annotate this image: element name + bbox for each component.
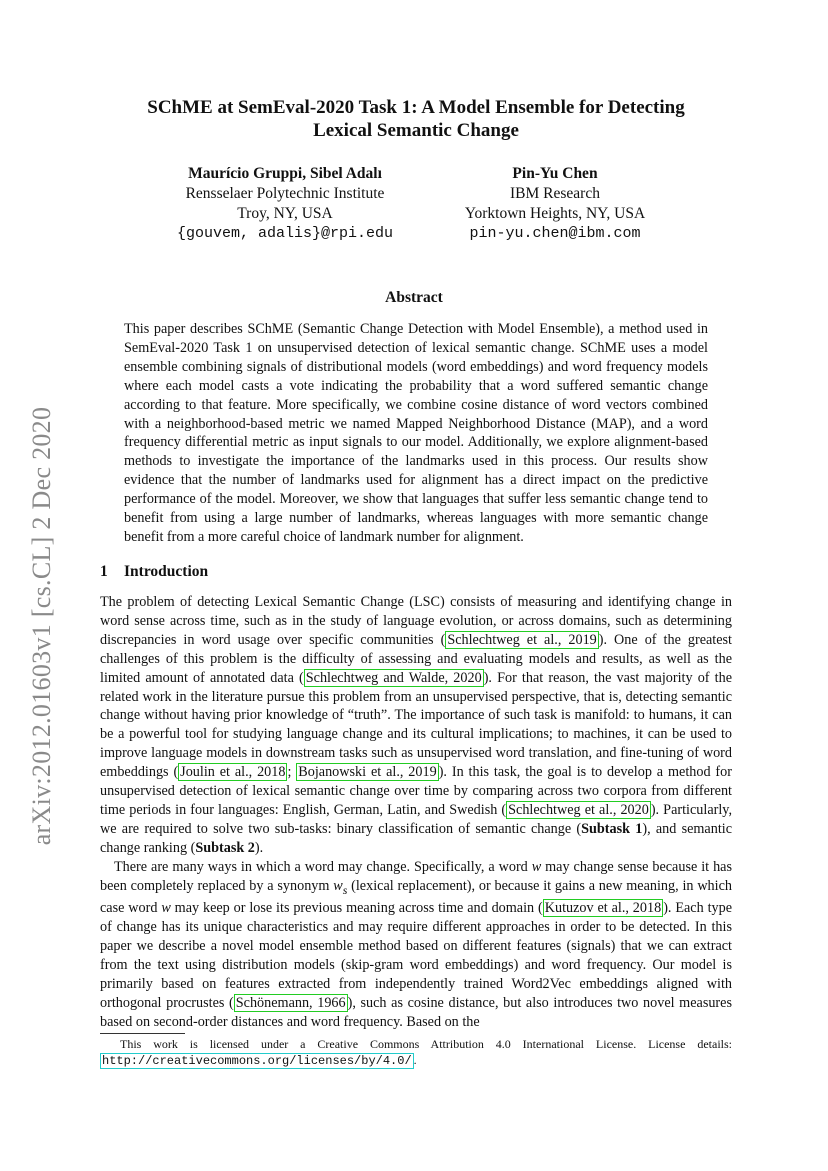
math-subscript: s bbox=[342, 882, 348, 897]
text-run: ), and semantic change ranking ( bbox=[100, 820, 732, 856]
math-symbol: w bbox=[161, 900, 171, 917]
bold-term: Subtask 2 bbox=[195, 839, 255, 856]
author-1-location: Troy, NY, USA bbox=[237, 205, 333, 222]
text-run: ). bbox=[254, 839, 264, 856]
citation-link[interactable]: Bojanowski et al., 2019 bbox=[298, 764, 437, 781]
text-run: ; bbox=[287, 764, 297, 781]
author-1-email: {gouvem, adalis}@rpi.edu bbox=[176, 225, 394, 242]
text-run: may keep or lose its previous meaning across time and domain ( bbox=[170, 900, 543, 917]
citation-link[interactable]: Joulin et al., 2018 bbox=[180, 764, 286, 781]
text-run: ). In this task, the goal is to develop a method for unsupervised detection of lexical semantic change over time by comparing across two corpora from different time periods in four languages: English, German, Latin, and Swedish ( bbox=[100, 764, 732, 818]
citation-link[interactable]: Kutuzov et al., 2018 bbox=[544, 900, 662, 917]
citation-link[interactable]: Schlechtweg et al., 2020 bbox=[508, 801, 649, 818]
paragraph-2 bbox=[100, 858, 732, 1032]
text-run: ). For that reason, the vast majority of the related work in the literature pursue this problem from an unsupervised perspective, that is, detecting semantic change without having prior knowledge of “truth”. The importance of such task is manifold: to humans, it can be a powerful tool for studying language change and its cultural implications; to machines, it can be used to improve language models in downstream tasks such as unsupervised word translation, and fine-tuning of word embeddings ( bbox=[100, 669, 732, 781]
arxiv-id-text: arXiv:2012.01603v1 [cs.CL] 2 Dec 2020 bbox=[27, 406, 56, 846]
author-1-name: Maurício Gruppi, Sibel Adalı bbox=[188, 165, 382, 182]
author-2-affiliation: IBM Research bbox=[510, 185, 600, 202]
citation-link[interactable]: Schlechtweg et al., 2019 bbox=[447, 631, 597, 648]
paragraph-1 bbox=[100, 593, 732, 858]
footnote bbox=[100, 1036, 732, 1069]
section-heading bbox=[100, 563, 208, 581]
citation-link[interactable]: Schlechtweg and Walde, 2020 bbox=[305, 669, 482, 686]
text-run: ). One of the greatest challenges of this problem is the difficulty of assessing and evaluating models and results, as well as the limited amount of annotated data ( bbox=[100, 631, 732, 686]
text-run: ). Each type of change has its unique characteristics and may require different approaches in order to be detected. In this paper we describe a novel model ensemble method based on different features (signals) that we can extract from the text using distribution models (skip-gram word embeddings) and word frequency. Our model is primarily based on features extracted from independently trained Word2Vec embeddings aligned with orthogonal procrustes ( bbox=[100, 900, 732, 1011]
section-number: 1 bbox=[100, 563, 108, 580]
body-text bbox=[100, 593, 732, 1032]
text-run: There are many ways in which a word may change. Specifically, a word bbox=[114, 858, 532, 875]
title-line-1: SChME at SemEval-2020 Task 1: A Model Ensemble for Detecting bbox=[147, 97, 685, 118]
arxiv-side-stamp bbox=[18, 370, 58, 890]
math-symbol: w bbox=[531, 858, 542, 875]
text-run: (lexical replacement), or because it gains a new meaning, in which case word bbox=[100, 877, 732, 917]
abstract-heading: Abstract bbox=[385, 289, 443, 306]
title-line-2: Lexical Semantic Change bbox=[313, 120, 519, 141]
author-2-location: Yorktown Heights, NY, USA bbox=[464, 205, 646, 222]
bold-term: Subtask 1 bbox=[581, 820, 643, 837]
footnote-end: . bbox=[413, 1053, 417, 1067]
citation-link[interactable]: Schönemann, 1966 bbox=[235, 994, 346, 1011]
text-run: ). Particularly, we are required to solve two sub-tasks: binary classification of semantic change ( bbox=[100, 801, 732, 837]
author-2-email: pin-yu.chen@ibm.com bbox=[469, 225, 641, 242]
abstract-text: This paper describes SChME (Semantic Change Detection with Model Ensemble), a method used in SemEval-2020 Task 1 on unsupervised detection of lexical semantic change. SChME uses a model ensemble combining signals of distributional models (word embeddings) and word frequency models where each model casts a vote indicating the probability that a word suffered semantic change according to that feature. More specifically, we combine cosine distance of word vectors combined with a neighborhood-based metric we named Mapped Neighborhood Distance (MAP), and a word frequency differential metric as input signals to our model. Additionally, we explore alignment-based methods to investigate the importance of the landmarks used in this process. Our results show evidence that the number of landmarks used for alignment has a direct impact on the predictive performance of the model. Moreover, we show that languages that suffer less semantic change tend to benefit from using a large number of landmarks, whereas languages with more semantic change benefit from a more careful choice of landmark number for alignment. bbox=[124, 321, 708, 545]
author-block-1 bbox=[150, 164, 420, 244]
author-block-2 bbox=[440, 164, 670, 244]
author-2-name: Pin-Yu Chen bbox=[512, 165, 598, 182]
license-url-link[interactable]: http://creativecommons.org/licenses/by/4.0/ bbox=[102, 1054, 412, 1068]
author-1-affiliation: Rensselaer Polytechnic Institute bbox=[185, 185, 385, 202]
section-title: Introduction bbox=[124, 563, 209, 580]
footnote-text: This work is licensed under a Creative Commons Attribution 4.0 International License. License details: bbox=[120, 1037, 732, 1051]
text-run: ), such as cosine distance, but also introduces two novel measures based on second-order distances and word frequency. Based on the bbox=[100, 994, 732, 1030]
text-run: may change sense because it has been completely replaced by a synonym bbox=[100, 858, 732, 894]
footnote-rule bbox=[100, 1033, 185, 1034]
text-run: The problem of detecting Lexical Semantic Change (LSC) consists of measuring and identifying change in word sense across time, such as in the study of language evolution, or across domains, such as determining discrepancies in word usage over specific communities ( bbox=[100, 594, 732, 648]
math-symbol: w bbox=[333, 877, 343, 894]
paper-title bbox=[100, 96, 732, 142]
